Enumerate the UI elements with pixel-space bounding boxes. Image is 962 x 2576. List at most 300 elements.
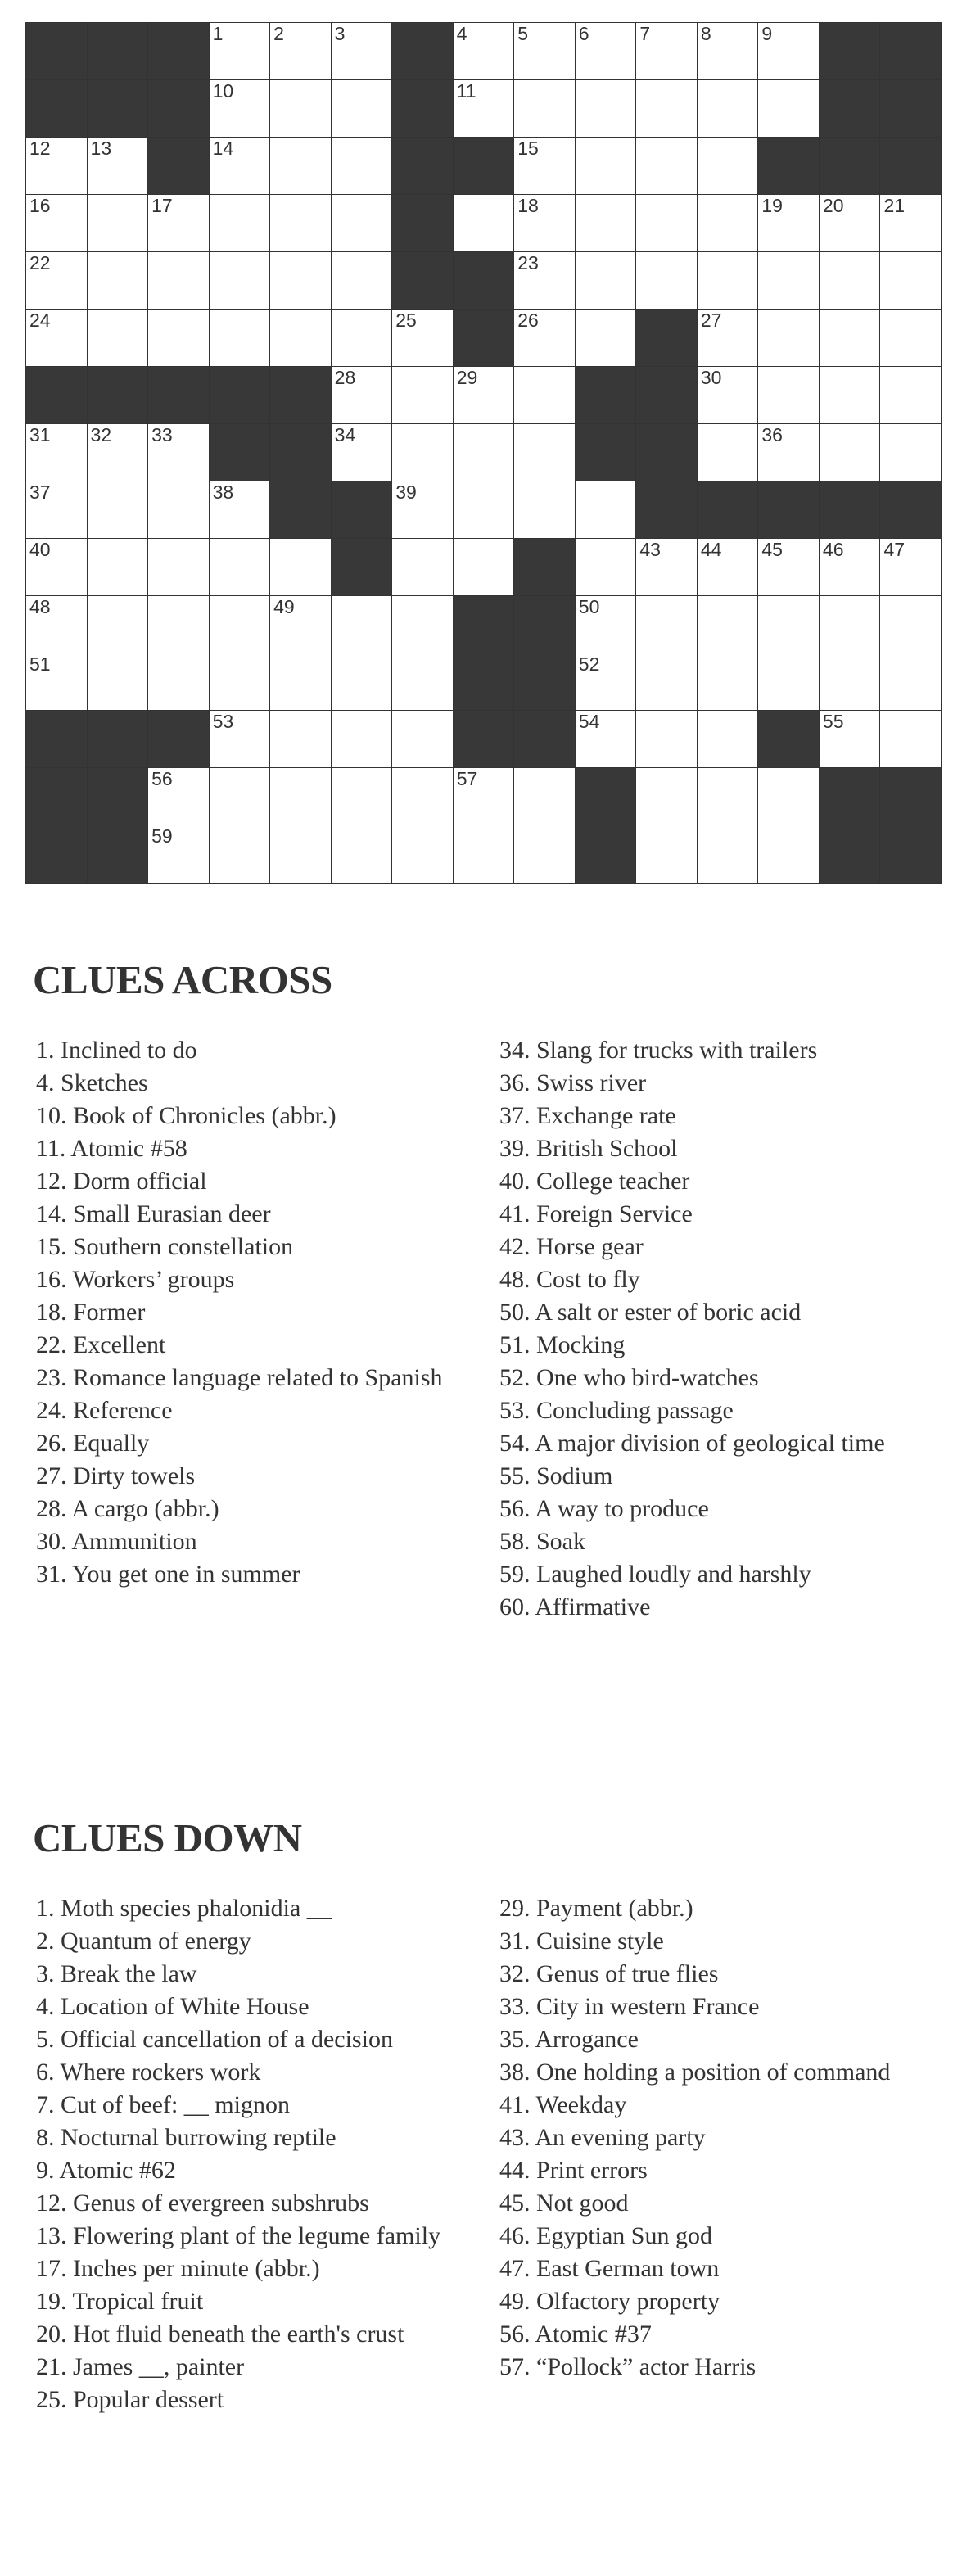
grid-cell[interactable] [25, 595, 88, 654]
grid-cell[interactable] [697, 309, 759, 368]
grid-cell[interactable] [391, 423, 454, 482]
clue-item [499, 2089, 958, 2122]
clue-text: 7. Cut of beef: __ mignon [36, 2091, 290, 2118]
grid-cell[interactable] [331, 194, 393, 253]
grid-cell[interactable] [575, 79, 637, 138]
grid-cell[interactable] [269, 79, 332, 138]
clue-text: 55. Sodium [499, 1462, 613, 1489]
grid-cell[interactable] [575, 538, 637, 597]
grid-cell[interactable] [269, 194, 332, 253]
grid-cell[interactable] [697, 710, 759, 769]
grid-cell[interactable] [391, 309, 454, 368]
clue-item [36, 1493, 495, 1525]
clue-item [499, 1493, 958, 1525]
grid-cell[interactable] [331, 710, 393, 769]
clue-text: 41. Foreign Service [499, 1200, 693, 1227]
clue-text: 37. Exchange rate [499, 1102, 676, 1129]
grid-cell[interactable] [391, 481, 454, 540]
clue-item [36, 1892, 495, 1925]
grid-cell[interactable] [575, 481, 637, 540]
cell-number: 49 [273, 596, 295, 617]
clue-item [36, 1958, 495, 1991]
grid-cell[interactable] [635, 653, 698, 712]
cell-number: 18 [517, 195, 539, 216]
clue-text: 39. British School [499, 1135, 678, 1162]
clue-item [36, 2220, 495, 2253]
grid-cell[interactable] [513, 79, 576, 138]
cell-number: 20 [822, 195, 844, 216]
grid-cell[interactable] [635, 22, 698, 81]
grid-cell[interactable] [87, 423, 149, 482]
grid-cell[interactable] [453, 825, 515, 884]
clue-item [499, 2220, 958, 2253]
clue-item [499, 1591, 958, 1624]
grid-cell[interactable] [87, 251, 149, 310]
grid-block [331, 538, 393, 597]
grid-cell[interactable] [391, 538, 454, 597]
grid-cell[interactable] [269, 137, 332, 196]
grid-block [635, 366, 698, 425]
grid-block [391, 79, 454, 138]
grid-cell[interactable] [697, 366, 759, 425]
cell-number: 33 [151, 424, 173, 445]
grid-cell[interactable] [209, 251, 271, 310]
grid-cell[interactable] [513, 481, 576, 540]
grid-cell[interactable] [575, 194, 637, 253]
grid-block [147, 710, 210, 769]
grid-cell[interactable] [147, 653, 210, 712]
grid-cell[interactable] [575, 653, 637, 712]
grid-cell[interactable] [697, 653, 759, 712]
clue-item [499, 1329, 958, 1362]
cell-number: 45 [761, 539, 783, 560]
grid-block [513, 538, 576, 597]
grid-cell[interactable] [697, 79, 759, 138]
grid-cell[interactable] [453, 481, 515, 540]
grid-cell[interactable] [453, 423, 515, 482]
grid-cell[interactable] [513, 309, 576, 368]
grid-cell[interactable] [25, 137, 88, 196]
grid-cell[interactable] [331, 137, 393, 196]
cell-number: 7 [639, 23, 651, 44]
grid-block [87, 710, 149, 769]
grid-cell[interactable] [757, 194, 820, 253]
grid-cell[interactable] [757, 825, 820, 884]
clue-item [36, 2154, 495, 2187]
grid-cell[interactable] [879, 309, 942, 368]
clue-text: 21. James __, painter [36, 2353, 245, 2380]
clue-text: 9. Atomic #62 [36, 2157, 176, 2184]
across-clues-right [499, 1034, 958, 1624]
clue-text: 11. Atomic #58 [36, 1135, 187, 1162]
grid-cell[interactable] [757, 653, 820, 712]
clue-item [36, 1362, 495, 1394]
clue-text: 29. Payment (abbr.) [499, 1895, 693, 1922]
grid-cell[interactable] [269, 710, 332, 769]
grid-cell[interactable] [757, 423, 820, 482]
grid-cell[interactable] [391, 710, 454, 769]
grid-cell[interactable] [25, 538, 88, 597]
down-clues-right [499, 1892, 958, 2384]
grid-cell[interactable] [331, 79, 393, 138]
grid-cell[interactable] [819, 538, 881, 597]
grid-cell[interactable] [757, 595, 820, 654]
grid-cell[interactable] [879, 653, 942, 712]
grid-cell[interactable] [391, 366, 454, 425]
clue-item [36, 2351, 495, 2384]
clue-item [36, 2056, 495, 2089]
grid-block [209, 423, 271, 482]
grid-cell[interactable] [147, 595, 210, 654]
clue-text: 12. Genus of evergreen subshrubs [36, 2190, 369, 2217]
grid-cell[interactable] [697, 595, 759, 654]
grid-cell[interactable] [87, 137, 149, 196]
grid-cell[interactable] [453, 538, 515, 597]
grid-cell[interactable] [269, 595, 332, 654]
cell-number: 23 [517, 252, 539, 273]
grid-cell[interactable] [25, 653, 88, 712]
grid-cell[interactable] [331, 22, 393, 81]
grid-cell[interactable] [879, 251, 942, 310]
grid-cell[interactable] [147, 767, 210, 826]
grid-cell[interactable] [879, 366, 942, 425]
grid-cell[interactable] [209, 22, 271, 81]
grid-cell[interactable] [879, 538, 942, 597]
clue-item [499, 2122, 958, 2154]
grid-cell[interactable] [147, 309, 210, 368]
grid-cell[interactable] [757, 366, 820, 425]
grid-cell[interactable] [209, 653, 271, 712]
grid-block [757, 481, 820, 540]
grid-block [25, 22, 88, 81]
grid-cell[interactable] [697, 767, 759, 826]
clue-text: 16. Workers’ groups [36, 1266, 235, 1293]
grid-cell[interactable] [697, 825, 759, 884]
grid-block [879, 22, 942, 81]
clue-text: 50. A salt or ester of boric acid [499, 1299, 802, 1326]
cell-number: 12 [29, 138, 51, 159]
grid-cell[interactable] [819, 595, 881, 654]
grid-cell[interactable] [757, 79, 820, 138]
grid-cell[interactable] [453, 366, 515, 425]
grid-cell[interactable] [453, 22, 515, 81]
clue-text: 35. Arrogance [499, 2026, 639, 2053]
clue-item [36, 2384, 495, 2416]
across-clues-left [36, 1034, 495, 1591]
grid-cell[interactable] [819, 194, 881, 253]
clue-item [499, 1427, 958, 1460]
grid-cell[interactable] [757, 309, 820, 368]
clue-text: 60. Affirmative [499, 1593, 651, 1620]
clue-text: 22. Excellent [36, 1331, 166, 1358]
clue-item [36, 1165, 495, 1198]
grid-cell[interactable] [147, 194, 210, 253]
clue-text: 54. A major division of geological time [499, 1430, 885, 1457]
clue-item [36, 2122, 495, 2154]
cell-number: 16 [29, 195, 51, 216]
grid-block [879, 767, 942, 826]
cell-number: 5 [517, 23, 529, 44]
cell-number: 48 [29, 596, 51, 617]
grid-cell[interactable] [331, 309, 393, 368]
grid-cell[interactable] [391, 767, 454, 826]
grid-cell[interactable] [879, 710, 942, 769]
grid-cell[interactable] [513, 767, 576, 826]
grid-cell[interactable] [269, 538, 332, 597]
grid-block [879, 137, 942, 196]
clue-text: 15. Southern constellation [36, 1233, 294, 1260]
clue-item [36, 2023, 495, 2056]
cell-number: 26 [517, 310, 539, 331]
grid-cell[interactable] [209, 79, 271, 138]
grid-cell[interactable] [87, 309, 149, 368]
grid-cell[interactable] [757, 767, 820, 826]
grid-block [879, 481, 942, 540]
grid-block [147, 79, 210, 138]
grid-cell[interactable] [209, 767, 271, 826]
cell-number: 31 [29, 424, 51, 445]
cell-number: 3 [334, 23, 346, 44]
grid-cell[interactable] [331, 825, 393, 884]
grid-cell[interactable] [575, 309, 637, 368]
grid-cell[interactable] [209, 137, 271, 196]
grid-cell[interactable] [147, 481, 210, 540]
clue-item [499, 1558, 958, 1591]
cell-number: 46 [822, 539, 844, 560]
grid-cell[interactable] [209, 194, 271, 253]
grid-cell[interactable] [209, 309, 271, 368]
clue-item [499, 1198, 958, 1231]
cell-number: 8 [700, 23, 711, 44]
grid-cell[interactable] [635, 825, 698, 884]
grid-cell[interactable] [391, 653, 454, 712]
grid-cell[interactable] [209, 538, 271, 597]
grid-cell[interactable] [697, 251, 759, 310]
clue-text: 13. Flowering plant of the legume family [36, 2222, 441, 2249]
grid-cell[interactable] [697, 538, 759, 597]
clue-text: 17. Inches per minute (abbr.) [36, 2255, 320, 2282]
grid-cell[interactable] [697, 194, 759, 253]
clue-text: 12. Dorm official [36, 1168, 207, 1195]
grid-block [819, 137, 881, 196]
grid-cell[interactable] [25, 194, 88, 253]
grid-cell[interactable] [513, 366, 576, 425]
grid-cell[interactable] [819, 423, 881, 482]
grid-cell[interactable] [331, 366, 393, 425]
grid-cell[interactable] [697, 137, 759, 196]
clue-text: 8. Nocturnal burrowing reptile [36, 2124, 336, 2151]
grid-cell[interactable] [575, 710, 637, 769]
clue-text: 32. Genus of true flies [499, 1960, 719, 1987]
grid-cell[interactable] [331, 767, 393, 826]
grid-cell[interactable] [331, 653, 393, 712]
clue-item [36, 1460, 495, 1493]
clue-text: 41. Weekday [499, 2091, 627, 2118]
grid-cell[interactable] [757, 538, 820, 597]
grid-cell[interactable] [25, 309, 88, 368]
grid-block [331, 481, 393, 540]
grid-cell[interactable] [87, 194, 149, 253]
grid-cell[interactable] [209, 595, 271, 654]
grid-block [697, 481, 759, 540]
grid-cell[interactable] [697, 423, 759, 482]
clue-text: 56. A way to produce [499, 1495, 709, 1522]
grid-cell[interactable] [209, 825, 271, 884]
grid-cell[interactable] [209, 710, 271, 769]
grid-cell[interactable] [635, 767, 698, 826]
clue-item [499, 1991, 958, 2023]
cell-number: 4 [456, 23, 467, 44]
clue-text: 33. City in western France [499, 1993, 760, 2020]
grid-cell[interactable] [209, 481, 271, 540]
grid-cell[interactable] [575, 137, 637, 196]
grid-cell[interactable] [269, 251, 332, 310]
grid-cell[interactable] [331, 423, 393, 482]
cell-number: 56 [151, 768, 173, 789]
grid-cell[interactable] [269, 767, 332, 826]
grid-cell[interactable] [819, 309, 881, 368]
clue-text: 10. Book of Chronicles (abbr.) [36, 1102, 336, 1129]
cell-number: 39 [395, 481, 417, 503]
clue-text: 36. Swiss river [499, 1069, 647, 1096]
cell-number: 27 [700, 310, 722, 331]
grid-cell[interactable] [391, 825, 454, 884]
clue-text: 59. Laughed loudly and harshly [499, 1561, 811, 1588]
grid-cell[interactable] [513, 194, 576, 253]
clue-item [499, 1958, 958, 1991]
grid-cell[interactable] [453, 767, 515, 826]
grid-block [391, 251, 454, 310]
clue-text: 1. Inclined to do [36, 1037, 197, 1064]
grid-cell[interactable] [453, 79, 515, 138]
clue-item [499, 1362, 958, 1394]
clue-item [499, 1460, 958, 1493]
clue-item [499, 1100, 958, 1132]
clue-item [36, 1427, 495, 1460]
grid-cell[interactable] [269, 825, 332, 884]
grid-cell[interactable] [391, 595, 454, 654]
grid-cell[interactable] [87, 653, 149, 712]
grid-cell[interactable] [513, 137, 576, 196]
grid-cell[interactable] [819, 653, 881, 712]
grid-cell[interactable] [87, 538, 149, 597]
clue-text: 14. Small Eurasian deer [36, 1200, 271, 1227]
grid-cell[interactable] [635, 79, 698, 138]
grid-cell[interactable] [87, 595, 149, 654]
clue-text: 56. Atomic #37 [499, 2321, 652, 2348]
cell-number: 28 [334, 367, 356, 388]
grid-cell[interactable] [575, 22, 637, 81]
grid-cell[interactable] [757, 22, 820, 81]
down-clues-left [36, 1892, 495, 2416]
grid-cell[interactable] [269, 22, 332, 81]
grid-cell[interactable] [513, 251, 576, 310]
clue-text: 3. Break the law [36, 1960, 197, 1987]
clue-item [36, 1329, 495, 1362]
grid-block [453, 710, 515, 769]
grid-cell[interactable] [25, 481, 88, 540]
grid-cell[interactable] [147, 423, 210, 482]
grid-cell[interactable] [879, 595, 942, 654]
grid-block [391, 137, 454, 196]
clue-text: 43. An evening party [499, 2124, 706, 2151]
grid-cell[interactable] [147, 251, 210, 310]
grid-cell[interactable] [575, 595, 637, 654]
grid-cell[interactable] [635, 251, 698, 310]
grid-cell[interactable] [635, 137, 698, 196]
grid-cell[interactable] [879, 194, 942, 253]
cell-number: 50 [578, 596, 600, 617]
grid-cell[interactable] [635, 538, 698, 597]
clue-item [36, 1925, 495, 1958]
grid-cell[interactable] [635, 595, 698, 654]
grid-cell[interactable] [513, 22, 576, 81]
grid-cell[interactable] [513, 423, 576, 482]
grid-cell[interactable] [879, 423, 942, 482]
grid-cell[interactable] [819, 251, 881, 310]
grid-cell[interactable] [513, 825, 576, 884]
grid-cell[interactable] [147, 538, 210, 597]
cell-number: 54 [578, 711, 600, 732]
grid-block [87, 825, 149, 884]
grid-cell[interactable] [331, 595, 393, 654]
clue-item [499, 1067, 958, 1100]
grid-cell[interactable] [697, 22, 759, 81]
clue-item [499, 1034, 958, 1067]
grid-cell[interactable] [25, 423, 88, 482]
cell-number: 30 [700, 367, 722, 388]
clue-text: 47. East German town [499, 2255, 720, 2282]
cell-number: 19 [761, 195, 783, 216]
clue-item [499, 1231, 958, 1263]
grid-block [819, 825, 881, 884]
clue-item [36, 1991, 495, 2023]
clue-text: 31. You get one in summer [36, 1561, 300, 1588]
grid-block [25, 366, 88, 425]
clue-text: 46. Egyptian Sun god [499, 2222, 712, 2249]
grid-cell[interactable] [25, 251, 88, 310]
cell-number: 44 [700, 539, 722, 560]
cell-number: 38 [212, 481, 234, 503]
clue-text: 31. Cuisine style [499, 1927, 664, 1955]
grid-cell[interactable] [757, 251, 820, 310]
grid-cell[interactable] [269, 653, 332, 712]
cell-number: 13 [90, 138, 112, 159]
grid-cell[interactable] [147, 825, 210, 884]
clue-text: 42. Horse gear [499, 1233, 644, 1260]
grid-cell[interactable] [575, 251, 637, 310]
cell-number: 57 [456, 768, 478, 789]
grid-cell[interactable] [819, 366, 881, 425]
clue-text: 20. Hot fluid beneath the earth's crust [36, 2321, 404, 2348]
grid-cell[interactable] [269, 309, 332, 368]
clue-text: 1. Moth species phalonidia __ [36, 1895, 332, 1922]
grid-block [87, 79, 149, 138]
grid-cell[interactable] [87, 481, 149, 540]
grid-block [575, 825, 637, 884]
cell-number: 32 [90, 424, 112, 445]
grid-block [819, 79, 881, 138]
grid-cell[interactable] [453, 194, 515, 253]
grid-cell[interactable] [819, 710, 881, 769]
clue-text: 58. Soak [499, 1528, 585, 1555]
grid-cell[interactable] [331, 251, 393, 310]
grid-block [513, 710, 576, 769]
cell-number: 52 [578, 653, 600, 675]
grid-cell[interactable] [635, 194, 698, 253]
grid-block [25, 79, 88, 138]
grid-cell[interactable] [635, 710, 698, 769]
